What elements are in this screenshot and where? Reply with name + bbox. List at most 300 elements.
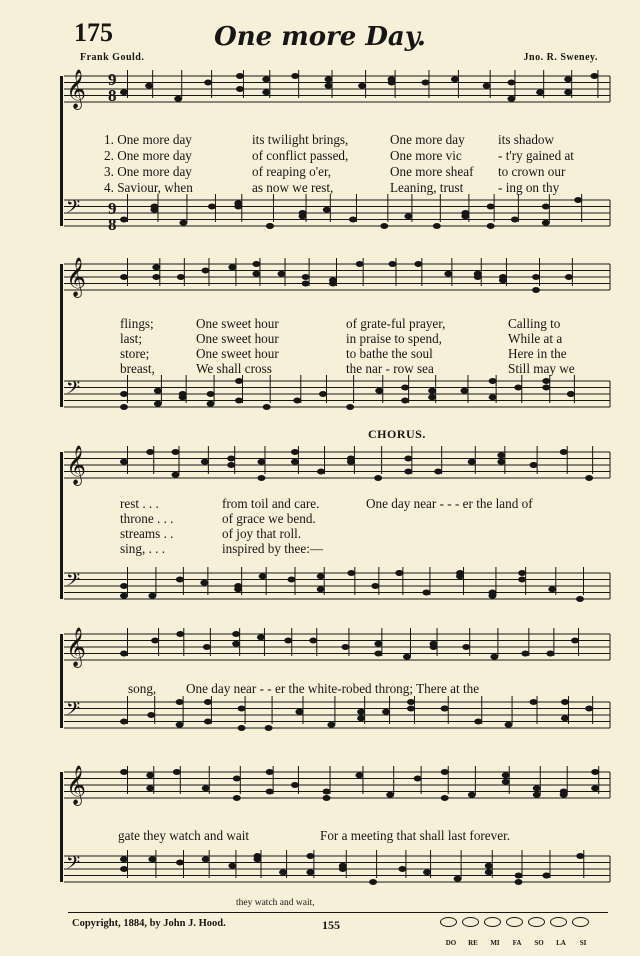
chorus-label: CHORUS.	[368, 427, 426, 441]
shape-note-icon	[484, 917, 501, 927]
system-bracket	[60, 76, 63, 226]
note-head	[414, 776, 422, 782]
note-head	[374, 651, 382, 657]
note-head	[148, 856, 156, 862]
watch-annotation: they watch and wait,	[236, 898, 315, 908]
note-head	[518, 570, 526, 576]
lyrics-s1-col2	[252, 132, 348, 196]
note-head	[234, 204, 242, 210]
shape-note-icon	[550, 917, 567, 927]
time-sig-bottom: 8	[108, 86, 117, 105]
note-head	[309, 638, 317, 644]
author-credit: Frank Gould.	[80, 52, 145, 63]
note-head	[489, 378, 497, 384]
note-head	[564, 76, 572, 82]
lyrics-s2-col3	[346, 316, 445, 376]
lyric-line: One more vic	[390, 148, 462, 163]
note-head	[293, 398, 301, 404]
note-head	[349, 217, 357, 223]
hymn-title: One more Day.	[214, 22, 426, 52]
note-head	[154, 401, 162, 407]
note-head	[146, 785, 154, 791]
note-head	[154, 388, 162, 394]
lyric-line: of grate-ful prayer,	[346, 316, 446, 331]
note-head	[257, 634, 265, 640]
note-head	[441, 706, 449, 712]
note-head	[374, 641, 382, 647]
lyric-line: the nar - row sea	[346, 361, 434, 376]
lyric-line: of grace we bend.	[222, 511, 316, 526]
lyric-line: flings;	[120, 316, 154, 331]
note-head	[252, 271, 260, 277]
note-head	[502, 772, 510, 778]
solfege-syllable: DO	[445, 939, 457, 947]
note-head	[375, 388, 383, 394]
note-head	[234, 583, 242, 589]
note-head	[542, 204, 550, 210]
lyrics-s2-col1	[120, 316, 155, 376]
note-head	[483, 83, 491, 89]
note-head	[339, 866, 347, 872]
note-head	[533, 785, 541, 791]
note-head	[532, 287, 540, 293]
note-head	[257, 475, 265, 481]
note-head	[532, 274, 540, 280]
note-head	[120, 217, 128, 223]
lyric-line: We shall cross	[196, 361, 272, 376]
solfege-syllable: SO	[534, 939, 544, 947]
note-head	[120, 866, 128, 872]
bass-clef-icon: 𝄢	[66, 197, 81, 222]
note-head	[287, 577, 295, 583]
bass-clef-icon: 𝄢	[66, 699, 81, 724]
note-head	[398, 866, 406, 872]
shape-note-icon	[440, 917, 457, 927]
note-head	[147, 712, 155, 718]
lyrics-s1-col1	[104, 132, 193, 196]
note-head	[444, 271, 452, 277]
lyrics-s1-col4	[498, 132, 574, 196]
lyric-line: 2. One more day	[104, 148, 192, 163]
solfege-shapes	[440, 914, 610, 932]
note-head	[150, 207, 158, 213]
note-head	[574, 197, 582, 203]
note-head	[238, 725, 246, 731]
note-head	[423, 869, 431, 875]
note-head	[176, 699, 184, 705]
note-head	[120, 593, 128, 599]
note-head	[487, 223, 495, 229]
note-head	[434, 469, 442, 475]
note-head	[236, 86, 244, 92]
note-head	[347, 570, 355, 576]
time-sig-top: 9	[108, 199, 117, 218]
note-head	[259, 573, 267, 579]
note-head	[497, 452, 505, 458]
note-head	[461, 210, 469, 216]
note-head	[407, 706, 415, 712]
note-head	[468, 459, 476, 465]
lyrics-s5-rest: For a meeting that shall last forever.	[320, 828, 511, 843]
note-head	[502, 779, 510, 785]
lyric-line: - ing on thy	[498, 180, 560, 195]
note-head	[207, 401, 215, 407]
note-head	[120, 719, 128, 725]
note-head	[179, 220, 187, 226]
note-head	[317, 573, 325, 579]
lyric-line: rest . . .	[120, 496, 159, 511]
lyrics-s5-start: gate they watch and wait	[118, 828, 250, 843]
treble-clef-icon: 𝄞	[66, 445, 87, 485]
note-head	[565, 274, 573, 280]
note-head	[401, 385, 409, 391]
lyric-line: from toil and care.	[222, 496, 320, 511]
solfege-legend	[440, 914, 610, 950]
note-head	[386, 792, 394, 798]
system-bracket	[60, 634, 63, 728]
lyric-line: of conflict passed,	[252, 148, 349, 163]
bass-clef-icon: 𝄢	[66, 853, 81, 878]
time-sig-top: 9	[108, 70, 117, 89]
note-head	[490, 654, 498, 660]
note-head	[441, 795, 449, 801]
copyright-notice: Copyright, 1884, by John J. Hood.	[72, 918, 226, 929]
system-bracket	[60, 264, 63, 407]
lyric-line: as now we rest,	[252, 180, 334, 195]
note-head	[560, 792, 568, 798]
lyric-line: last;	[120, 331, 142, 346]
lyric-line: of joy that roll.	[222, 526, 302, 541]
note-head	[148, 593, 156, 599]
lyric-line: 3. One more day	[104, 164, 192, 179]
note-head	[120, 89, 128, 95]
note-head	[284, 638, 292, 644]
lyric-line: One sweet hour	[196, 331, 279, 346]
solfege-syllable: LA	[556, 939, 566, 947]
note-head	[401, 398, 409, 404]
lyric-line: Still may we	[508, 361, 575, 376]
note-head	[346, 404, 354, 410]
shape-note-icon	[506, 917, 523, 927]
note-head	[120, 769, 128, 775]
shape-note-icon	[528, 917, 545, 927]
note-head	[388, 76, 396, 82]
note-head	[120, 583, 128, 589]
note-head	[357, 709, 365, 715]
lyric-line: - t'ry gained at	[498, 148, 574, 163]
treble-clef-icon: 𝄞	[66, 257, 87, 297]
note-head	[152, 264, 160, 270]
note-head	[279, 869, 287, 875]
note-head	[323, 207, 331, 213]
solfege-syllable: RE	[468, 939, 478, 947]
note-head	[355, 772, 363, 778]
note-head	[356, 261, 364, 267]
bass-clef-icon: 𝄢	[66, 378, 81, 403]
note-head	[238, 706, 246, 712]
note-head	[262, 76, 270, 82]
note-head	[576, 596, 584, 602]
lyric-line: Here in the	[508, 346, 567, 361]
note-head	[511, 217, 519, 223]
note-head	[560, 449, 568, 455]
note-head	[146, 449, 154, 455]
note-head	[299, 210, 307, 216]
note-head	[200, 580, 208, 586]
note-head	[561, 699, 569, 705]
note-head	[585, 706, 593, 712]
lyric-line: One more sheaf	[390, 164, 474, 179]
lyric-line: of reaping o'er,	[252, 164, 332, 179]
lyric-line: streams . .	[120, 526, 174, 541]
treble-clef-icon: 𝄞	[66, 69, 87, 109]
note-head	[204, 699, 212, 705]
lyrics-s2-col2	[196, 316, 279, 376]
lyric-line: its shadow	[498, 132, 555, 147]
note-head	[357, 715, 365, 721]
note-head	[404, 213, 412, 219]
note-head	[317, 586, 325, 592]
system-bracket	[60, 772, 63, 882]
note-head	[542, 385, 550, 391]
note-head	[462, 644, 470, 650]
note-head	[291, 782, 299, 788]
lyric-line: in praise to spend,	[346, 331, 442, 346]
note-head	[347, 459, 355, 465]
note-head	[235, 398, 243, 404]
note-head	[173, 769, 181, 775]
note-head	[176, 631, 184, 637]
note-head	[433, 223, 441, 229]
note-head	[428, 394, 436, 400]
note-head	[202, 785, 210, 791]
note-head	[456, 570, 464, 576]
note-head	[201, 268, 209, 274]
note-head	[236, 73, 244, 79]
time-sig-bottom: 8	[108, 215, 117, 234]
lyric-line: 4. Saviour, when	[104, 180, 193, 195]
note-head	[485, 863, 493, 869]
lyrics-s1-col3	[390, 132, 473, 196]
note-head	[278, 271, 286, 277]
lyric-line: inspired by thee:—	[222, 541, 324, 556]
note-head	[533, 792, 541, 798]
lyric-line: to crown our	[498, 164, 566, 179]
lyric-line: Leaning, trust	[390, 180, 464, 195]
footer-divider	[68, 912, 608, 913]
note-head	[487, 204, 495, 210]
note-head	[542, 378, 550, 384]
note-head	[120, 856, 128, 862]
lyric-line: 1. One more day	[104, 132, 192, 147]
note-head	[257, 459, 265, 465]
solfege-names	[440, 932, 610, 950]
lyrics-s3-col1	[120, 496, 173, 556]
note-head	[120, 651, 128, 657]
note-head	[120, 274, 128, 280]
note-head	[451, 76, 459, 82]
note-head	[567, 391, 575, 397]
note-head	[341, 644, 349, 650]
note-head	[179, 394, 187, 400]
note-head	[441, 769, 449, 775]
note-head	[421, 80, 429, 86]
note-head	[152, 274, 160, 280]
note-head	[176, 577, 184, 583]
note-head	[428, 388, 436, 394]
note-head	[505, 722, 513, 728]
note-head	[548, 586, 556, 592]
note-head	[228, 264, 236, 270]
lyrics-s4-start: song,	[128, 681, 157, 696]
note-head	[590, 73, 598, 79]
solfege-syllable: MI	[490, 939, 500, 947]
note-head	[414, 261, 422, 267]
note-head	[325, 83, 333, 89]
note-head	[263, 404, 271, 410]
shape-note-icon	[572, 917, 589, 927]
note-head	[395, 570, 403, 576]
note-head	[176, 860, 184, 866]
note-head	[227, 456, 235, 462]
note-head	[388, 261, 396, 267]
system-bracket	[60, 452, 63, 599]
note-head	[302, 274, 310, 280]
note-head	[262, 89, 270, 95]
shape-note-icon	[462, 917, 479, 927]
note-head	[323, 795, 331, 801]
note-head	[407, 699, 415, 705]
note-head	[146, 772, 154, 778]
note-head	[371, 583, 379, 589]
note-head	[576, 853, 584, 859]
note-head	[120, 459, 128, 465]
note-head	[380, 223, 388, 229]
note-head	[232, 631, 240, 637]
note-head	[207, 391, 215, 397]
note-head	[172, 449, 180, 455]
note-head	[521, 651, 529, 657]
note-head	[291, 73, 299, 79]
note-head	[369, 879, 377, 885]
note-head	[325, 76, 333, 82]
note-head	[302, 281, 310, 287]
note-head	[319, 391, 327, 397]
lyrics-s3-col2	[222, 496, 323, 556]
note-head	[208, 204, 216, 210]
lyric-line: store;	[120, 346, 150, 361]
note-head	[468, 792, 476, 798]
note-head	[585, 475, 593, 481]
note-head	[253, 853, 261, 859]
note-head	[499, 274, 507, 280]
note-head	[291, 449, 299, 455]
hymn-number: 175	[74, 18, 113, 47]
bass-clef-icon: 𝄢	[66, 570, 81, 595]
note-head	[591, 769, 599, 775]
lyric-line: to bathe the soul	[346, 346, 433, 361]
note-head	[252, 261, 260, 267]
note-head	[323, 789, 331, 795]
note-head	[564, 89, 572, 95]
note-head	[306, 869, 314, 875]
note-head	[233, 776, 241, 782]
note-head	[266, 789, 274, 795]
note-head	[454, 876, 462, 882]
lyric-line: Calling to	[508, 316, 561, 331]
note-head	[542, 220, 550, 226]
note-head	[403, 654, 411, 660]
note-head	[306, 853, 314, 859]
note-head	[591, 785, 599, 791]
note-head	[151, 638, 159, 644]
lyric-line: While at a	[508, 331, 563, 346]
note-head	[561, 715, 569, 721]
note-head	[430, 644, 438, 650]
note-head	[266, 223, 274, 229]
lyrics-s2-col4	[508, 316, 575, 376]
note-head	[374, 475, 382, 481]
treble-clef-icon: 𝄞	[66, 765, 87, 805]
lyric-line: breast,	[120, 361, 155, 376]
note-head	[172, 472, 180, 478]
note-head	[518, 577, 526, 583]
note-head	[266, 769, 274, 775]
lyric-line: One more day	[390, 132, 465, 147]
note-head	[489, 394, 497, 400]
note-head	[546, 651, 554, 657]
note-head	[204, 719, 212, 725]
note-head	[514, 385, 522, 391]
note-head	[542, 873, 550, 879]
note-head	[460, 388, 468, 394]
lyrics-s3-col3: One day near - - - er the land of	[366, 496, 533, 511]
note-head	[358, 83, 366, 89]
note-head	[571, 638, 579, 644]
note-head	[530, 699, 538, 705]
lyrics-s4-rest: One day near - - er the white-robed throng; There at the	[186, 681, 480, 696]
note-head	[422, 590, 430, 596]
note-head	[507, 80, 515, 86]
note-head	[120, 391, 128, 397]
note-head	[145, 83, 153, 89]
note-head	[201, 459, 209, 465]
note-head	[404, 469, 412, 475]
note-head	[176, 722, 184, 728]
note-head	[382, 709, 390, 715]
note-head	[536, 89, 544, 95]
note-head	[174, 96, 182, 102]
note-head	[203, 644, 211, 650]
note-head	[317, 469, 325, 475]
solfege-syllable: FA	[512, 939, 522, 947]
note-head	[202, 856, 210, 862]
note-head	[204, 80, 212, 86]
note-head	[327, 722, 335, 728]
lyric-line: One sweet hour	[196, 346, 279, 361]
note-head	[265, 725, 273, 731]
lyric-line: One sweet hour	[196, 316, 279, 331]
lyric-line: throne . . .	[120, 511, 174, 526]
note-head	[296, 709, 304, 715]
note-head	[497, 459, 505, 465]
note-head	[329, 277, 337, 283]
note-head	[488, 590, 496, 596]
note-head	[530, 462, 538, 468]
note-head	[232, 641, 240, 647]
note-head	[485, 869, 493, 875]
time-signature-bass	[108, 201, 117, 233]
